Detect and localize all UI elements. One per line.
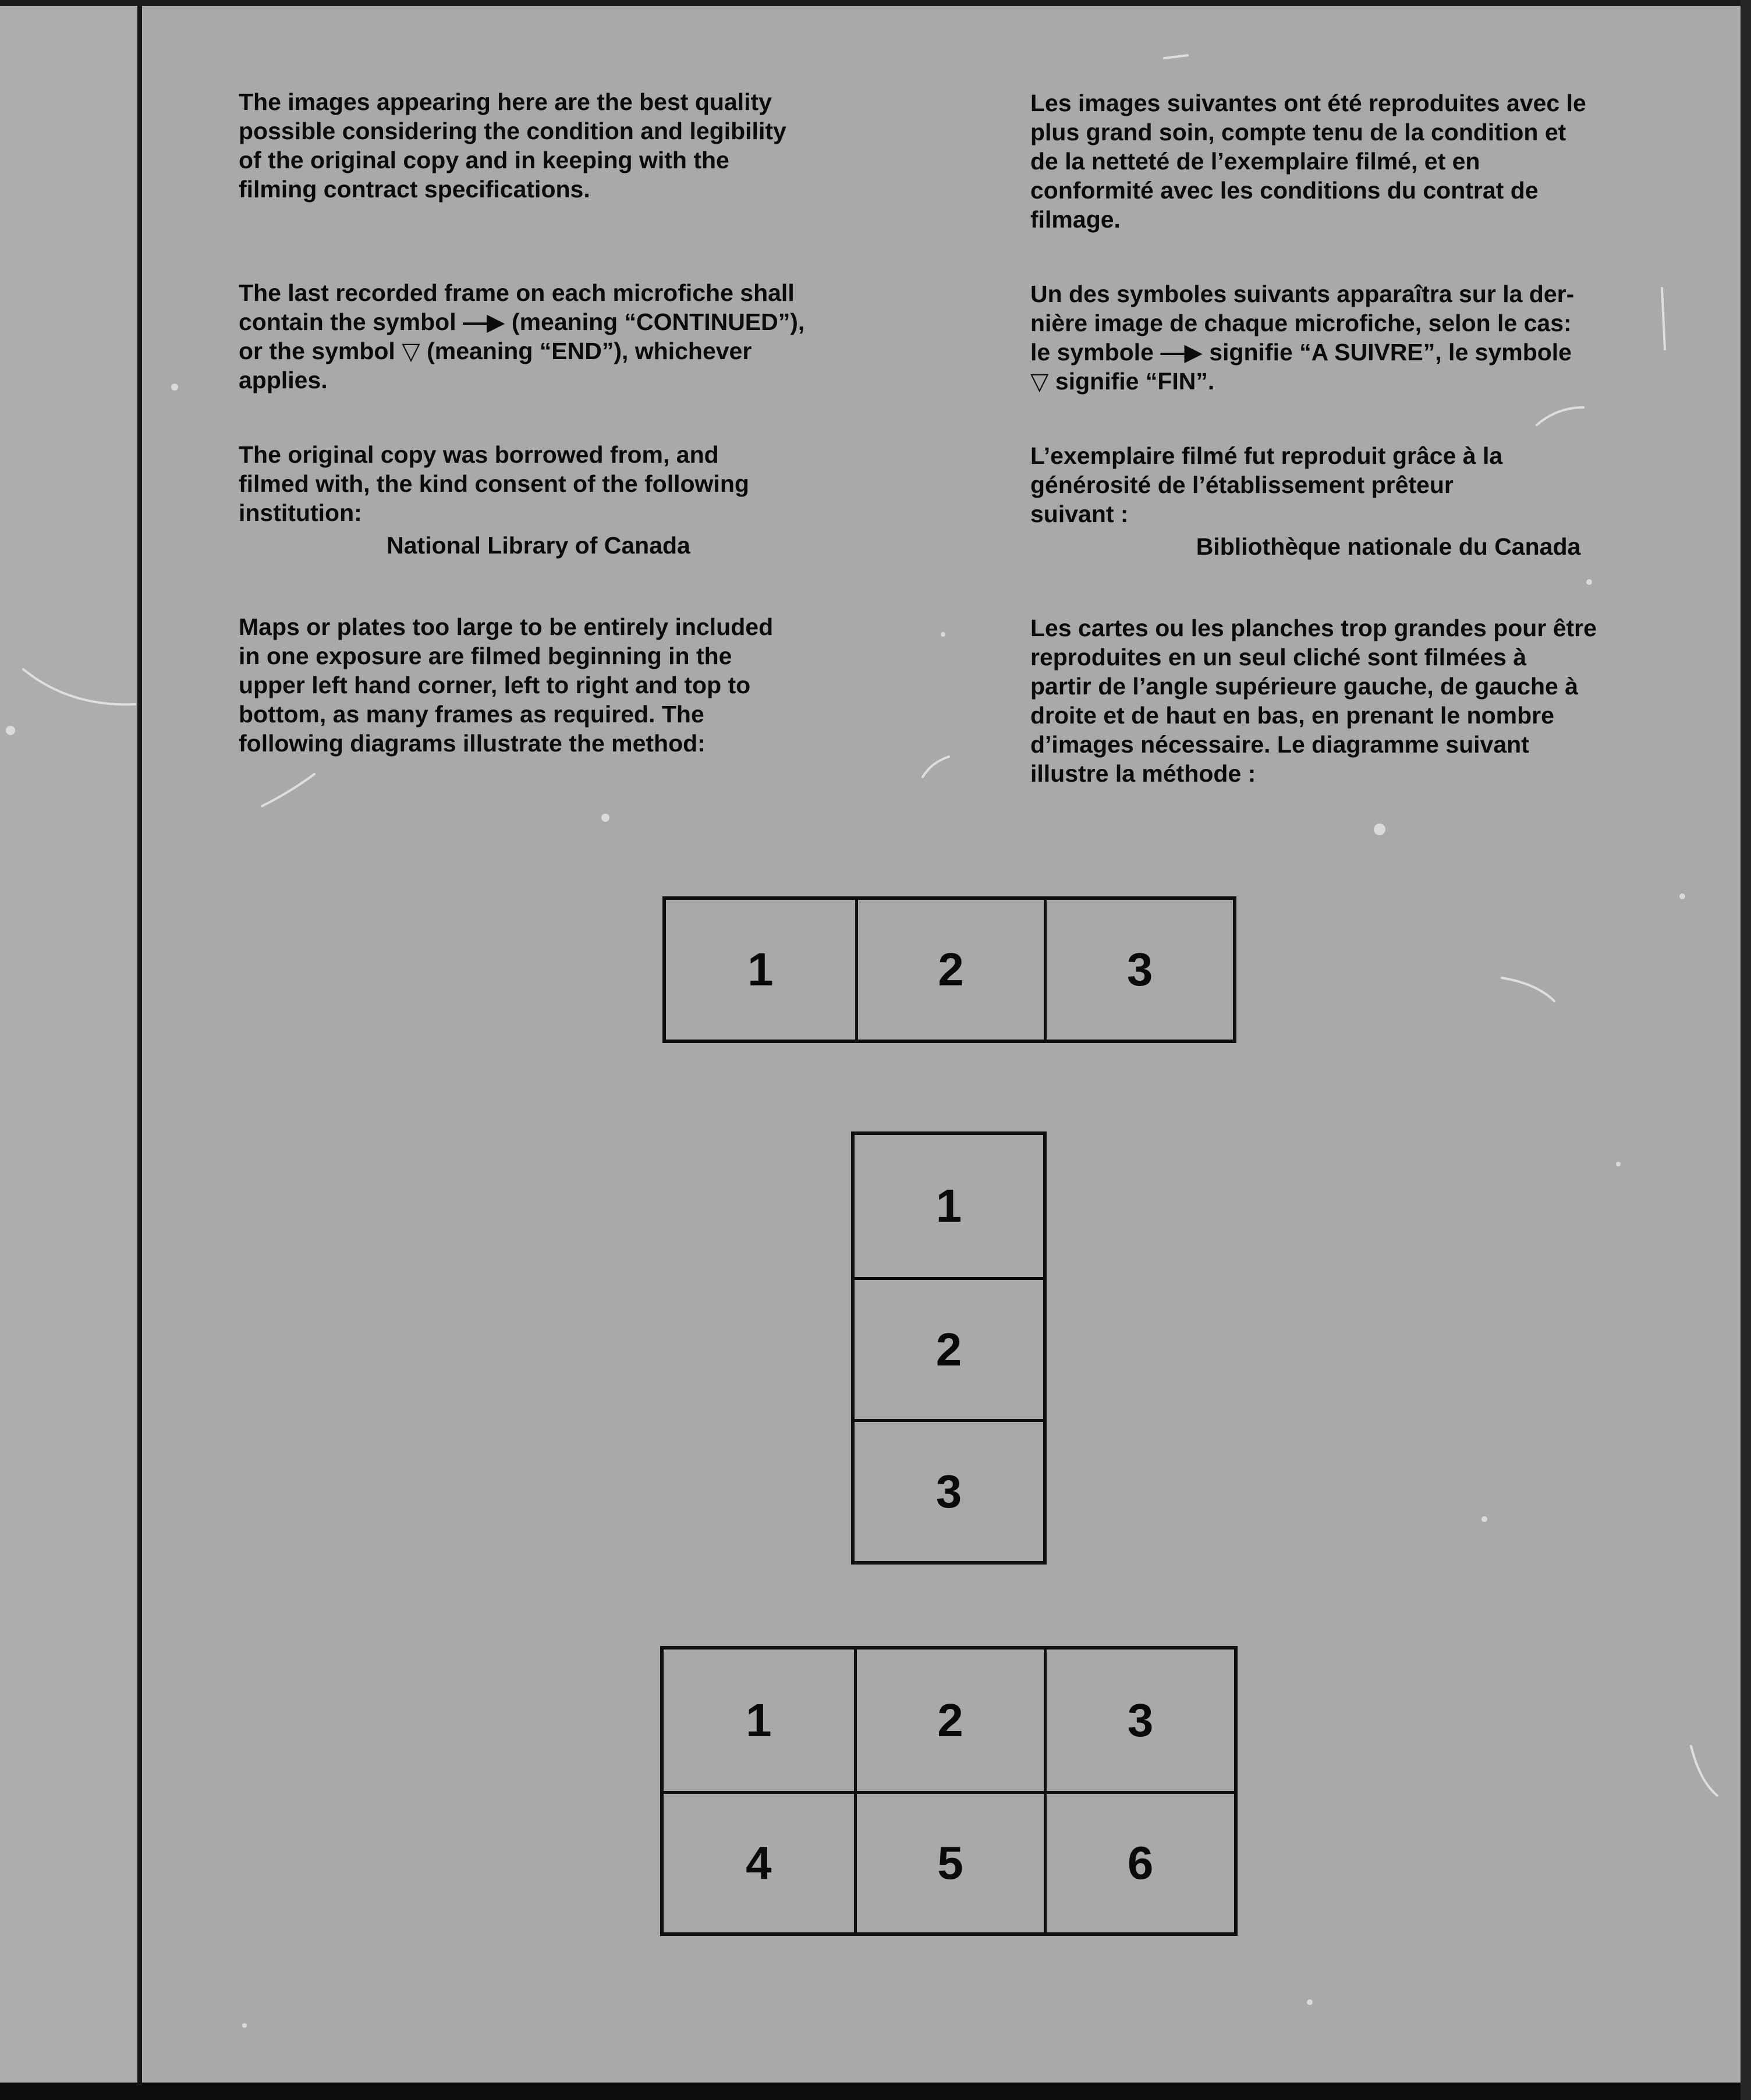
frame-cell: 1	[746, 1694, 772, 1746]
frame-cell: 1	[935, 1180, 962, 1232]
frame-cell: 5	[854, 1791, 1044, 1932]
frame-cell: 2	[855, 900, 1044, 1040]
frame-cell: 3	[855, 1419, 1043, 1561]
french-consent-note: L’exemplaire filmé fut reproduit grâce à la générosité de l’établissement prêteur suivant :	[1030, 442, 1503, 527]
french-institution-name: Bibliothèque nationale du Canada	[1196, 533, 1581, 560]
english-maps-note: Maps or plates too large to be entirely included in one exposure are filmed beginning in the upper left hand corner, left to right and top to bottom, as many frames as required. The following diagrams illustrate the method:	[239, 613, 774, 757]
french-maps-note: Les cartes ou les planches trop grandes pour être reproduites en un seul cliché sont filmées à partir de l’angle supérieure gauche, de gauche à droite et de haut en bas, en prenant le nombre d’images nécessaire. Le diagramme suivant illustre la méthode :	[1030, 615, 1597, 787]
french-symbol-note: Un des symboles suivants apparaîtra sur la der- nière image de chaque microfiche, selon le cas: le symbole —▶ signifie “A SUIVRE”, le symbole ▽ signifie “FIN”.	[1030, 281, 1575, 395]
frame-cell: 2	[855, 1277, 1043, 1419]
english-institution-name: National Library of Canada	[387, 532, 690, 559]
frame-cell: 1	[747, 943, 774, 995]
english-symbol-note: The last recorded frame on each microfiche shall contain the symbol —▶ (meaning “CONTINUED”), or the symbol ▽ (meaning “END”), whichever applies.	[239, 279, 805, 393]
frame-cell: 4	[664, 1791, 854, 1932]
english-consent-note: The original copy was borrowed from, and filmed with, the kind consent of the following institution:	[239, 441, 749, 526]
frame-cell: 3	[1044, 900, 1233, 1040]
frame-cell: 6	[1044, 1791, 1234, 1932]
french-quality-note: Les images suivantes ont été reproduites avec le plus grand soin, compte tenu de la condition et de la netteté de l’exemplaire filmé, et en conformité avec les conditions du contrat de filmage.	[1030, 90, 1586, 233]
frame-cell: 3	[1044, 1650, 1234, 1791]
english-quality-note: The images appearing here are the best quality possible considering the condition and legibility of the original copy and in keeping with the filming contract specifications.	[239, 88, 786, 203]
frame-cell: 2	[854, 1650, 1044, 1791]
